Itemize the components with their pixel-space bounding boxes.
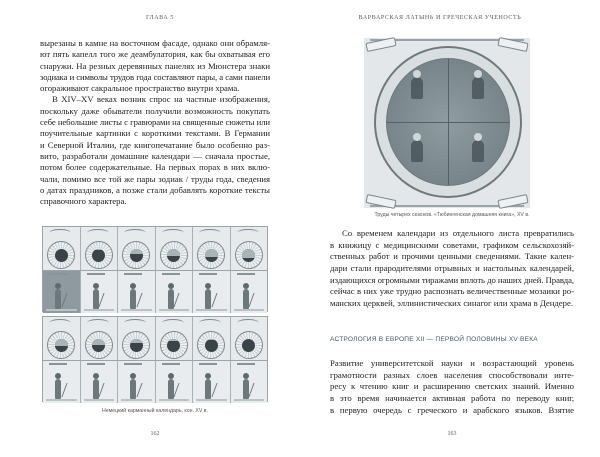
cell-label-icon (199, 363, 217, 365)
labor-cell (118, 270, 156, 313)
laborer-figure-icon (205, 379, 211, 399)
figure-caption-right: Труды четырех сезонов. «Тюбингенская домашняя книга», XV в. (374, 212, 530, 218)
zodiac-row (43, 317, 267, 360)
ground-line (84, 399, 115, 401)
laborer-figure-icon (411, 140, 423, 162)
cell-label-icon (124, 273, 142, 275)
cell-label-icon (199, 273, 217, 275)
running-head-right: ВАРВАРСКАЯ ЛАТЫНЬ И ГРЕЧЕСКАЯ УЧЕНОСТЬ (358, 15, 522, 21)
ground-line (159, 399, 190, 401)
labor-cell (118, 360, 156, 403)
left-body-text (40, 38, 270, 207)
text-line: ресу к чтению книг и расширению светских знаний. Именно (330, 381, 574, 392)
text-line: В XIV–XV веках возник спрос на частные изображения, (52, 94, 270, 105)
text-line: дари стали прародителями отрывных и настольных календарей, (330, 263, 574, 274)
zodiac-sign-icon (199, 229, 221, 237)
daylight-dial-icon (235, 241, 263, 269)
dial-light-portion (205, 249, 218, 257)
dial-core (130, 339, 143, 352)
labor-cell (43, 270, 81, 313)
text-line: ют пять капелл того же деамбулатория, как бы охватывая его (40, 49, 270, 60)
cell-label-icon (49, 363, 67, 365)
dial-core (167, 249, 180, 262)
zodiac-sign-icon (49, 229, 71, 237)
tool-icon (211, 293, 226, 307)
right-paragraph-2 (330, 358, 574, 416)
zodiac-sign-icon (237, 319, 259, 327)
labor-cell (231, 360, 268, 403)
zodiac-cell (118, 227, 156, 270)
zodiac-cell (43, 317, 81, 360)
cell-label-icon (87, 363, 105, 365)
calendar-block (42, 226, 268, 312)
tool-icon (98, 293, 113, 307)
labor-cell (81, 270, 119, 313)
laborer-figure-icon (205, 289, 211, 309)
laborer-figure-icon (411, 77, 423, 99)
right-paragraph-1 (330, 228, 574, 310)
seasons-wheel-inner (386, 58, 510, 186)
laborer-figure-icon (472, 77, 484, 99)
zodiac-cell (156, 317, 194, 360)
dial-core (242, 249, 255, 262)
text-line: вырезаны в камне на восточном фасаде, однако они обрамля- (40, 38, 270, 48)
text-line: поучительные картинки с короткими текстами. В Германии (40, 128, 270, 139)
right-page (300, 0, 600, 457)
laborer-figure-icon (472, 140, 484, 162)
zodiac-row (43, 227, 267, 270)
zodiac-cell (43, 227, 81, 270)
right-body-text-2 (330, 358, 574, 416)
cell-label-icon (162, 273, 180, 275)
cell-label-icon (237, 273, 255, 275)
daylight-dial-icon (197, 241, 225, 269)
text-line: в книжицу с медицинскими советами, графиком сельскохозяй- (330, 239, 574, 250)
cell-label-icon (49, 273, 67, 275)
dial-light-portion (130, 249, 143, 255)
cell-label-icon (237, 363, 255, 365)
page-number-right: 163 (447, 431, 457, 437)
labor-cell (193, 270, 231, 313)
dial-core (55, 339, 68, 352)
laborer-figure-icon (55, 289, 61, 309)
text-line: Развитие университетской науки и возрастающий уровень (330, 358, 574, 368)
ground-line (234, 309, 265, 311)
zodiac-sign-icon (124, 319, 146, 327)
labor-cell (156, 360, 194, 403)
dial-light-portion (242, 249, 255, 259)
dial-core (55, 249, 68, 262)
tool-icon (136, 383, 151, 397)
zodiac-sign-icon (49, 319, 71, 327)
labors-row (43, 270, 267, 313)
daylight-dial-icon (85, 331, 113, 359)
left-paragraph-2 (40, 94, 270, 207)
zodiac-cell (231, 227, 268, 270)
daylight-dial-icon (197, 331, 225, 359)
zodiac-cell (193, 317, 231, 360)
zodiac-sign-icon (87, 319, 109, 327)
dial-light-portion (167, 339, 180, 342)
text-line: в это время начинается активная работа по переводу книг, (330, 393, 574, 404)
tool-icon (173, 383, 188, 397)
dial-light-portion (92, 339, 105, 346)
text-line: справочного характера. (40, 196, 127, 207)
four-seasons-illustration (364, 38, 530, 208)
dial-core (92, 249, 105, 262)
tool-icon (248, 383, 263, 397)
tool-icon (98, 383, 113, 397)
right-body-text-1 (330, 228, 574, 310)
tool-icon (248, 293, 263, 307)
ground-line (159, 309, 190, 311)
cell-label-icon (162, 363, 180, 365)
dial-light-portion (130, 339, 143, 344)
dial-light-portion (55, 339, 68, 346)
text-line: в первую очередь с греческого и арабского языков. Взятие (330, 404, 574, 415)
dial-light-portion (167, 249, 180, 256)
tool-icon (211, 383, 226, 397)
labor-cell (156, 270, 194, 313)
zodiac-cell (81, 317, 119, 360)
pocket-calendar-illustration (42, 226, 268, 402)
text-line: снаружи. На резных деревянных панелях из Мюнстера знаки (40, 60, 270, 71)
text-line: Со временем календари из отдельного листа превратились (342, 228, 574, 238)
tool-icon (136, 293, 151, 307)
labor-cell (231, 270, 268, 313)
text-line: грамотности разных слоев населения способствовали инте- (330, 369, 574, 380)
dial-core (242, 339, 255, 352)
ground-line (46, 399, 77, 401)
dial-core (92, 339, 105, 352)
zodiac-cell (118, 317, 156, 360)
zodiac-cell (193, 227, 231, 270)
wheel-divider (448, 59, 449, 185)
text-line: огораживают сакральное пространство внутри храма. (40, 83, 240, 94)
daylight-dial-icon (122, 331, 150, 359)
cell-label-icon (124, 363, 142, 365)
zodiac-sign-icon (87, 229, 109, 237)
running-head-left: ГЛАВА 5 (145, 15, 175, 21)
left-paragraph-1 (40, 38, 270, 94)
dial-light-portion (205, 339, 218, 340)
labor-cell (43, 360, 81, 403)
tool-icon (61, 383, 76, 397)
labor-cell (81, 360, 119, 403)
text-line: манских церквей, эллинистических синагог или храма в Дендере. (330, 298, 574, 309)
laborer-figure-icon (55, 379, 61, 399)
text-line: ственных работ и прочими ценными сведениями. Такие кален- (330, 251, 574, 262)
labors-row (43, 360, 267, 403)
cell-label-icon (87, 273, 105, 275)
ground-line (196, 399, 227, 401)
seasons-wheel (374, 46, 522, 198)
tool-icon (173, 293, 188, 307)
zodiac-sign-icon (162, 319, 184, 327)
page-number-left: 162 (150, 431, 160, 437)
zodiac-cell (231, 317, 268, 360)
text-line: потом более содержательные. На первых порах в них вклю- (40, 162, 270, 173)
zodiac-sign-icon (162, 229, 184, 237)
dial-core (130, 249, 143, 262)
daylight-dial-icon (160, 331, 188, 359)
text-line: чали, помимо все той же пары зодиак / труды года, сведения (40, 173, 270, 184)
section-heading: АСТРОЛОГИЯ В ЕВРОПЕ XII — ПЕРВОЙ ПОЛОВИНЫ XV ВЕКА (330, 336, 538, 343)
ground-line (121, 399, 152, 401)
text-line: о датах праздников, а позже стали добавлять короткие тексты (40, 184, 270, 195)
dial-core (205, 339, 218, 352)
text-line: вито, разработали домашние календари — сначала простые, (40, 150, 270, 161)
text-line: зодиака и символы трудов года составляют пары, а сами панели (40, 71, 270, 82)
daylight-dial-icon (47, 241, 75, 269)
zodiac-cell (81, 227, 119, 270)
daylight-dial-icon (47, 331, 75, 359)
zodiac-sign-icon (124, 229, 146, 237)
figure-caption-left: Немецкий карманный календарь, кон. XV в. (102, 408, 208, 414)
dial-core (167, 339, 180, 352)
zodiac-sign-icon (237, 229, 259, 237)
ground-line (84, 309, 115, 311)
dial-light-portion (92, 249, 105, 250)
laborer-figure-icon (130, 379, 136, 399)
labor-cell (193, 360, 231, 403)
text-line: и Северной Италии, где книгопечатание было особенно раз- (40, 139, 270, 150)
zodiac-sign-icon (199, 319, 221, 327)
daylight-dial-icon (160, 241, 188, 269)
ground-line (196, 309, 227, 311)
daylight-dial-icon (85, 241, 113, 269)
dial-core (205, 249, 218, 262)
season-quadrant-summer (448, 59, 509, 122)
text-line: себе небольшие листы с гравюрами на священные сюжеты или (40, 117, 270, 128)
ground-line (234, 399, 265, 401)
zodiac-cell (156, 227, 194, 270)
text-line: сейчас в них уже трудно распознать величественные мозаики ро- (330, 286, 574, 297)
text-line: издающихся огромными тиражами вплоть до наших дней. Правда, (330, 274, 575, 285)
ground-line (121, 309, 152, 311)
calendar-block (42, 316, 268, 402)
season-quadrant-winter (448, 122, 509, 185)
season-quadrant-autumn (387, 122, 448, 185)
season-quadrant-spring (387, 59, 448, 122)
laborer-figure-icon (130, 289, 136, 309)
ground-line (46, 309, 77, 311)
tool-icon (61, 293, 76, 307)
daylight-dial-icon (235, 331, 263, 359)
text-line: поскольку даже обыватели получили возможность покупать (40, 105, 270, 116)
daylight-dial-icon (122, 241, 150, 269)
